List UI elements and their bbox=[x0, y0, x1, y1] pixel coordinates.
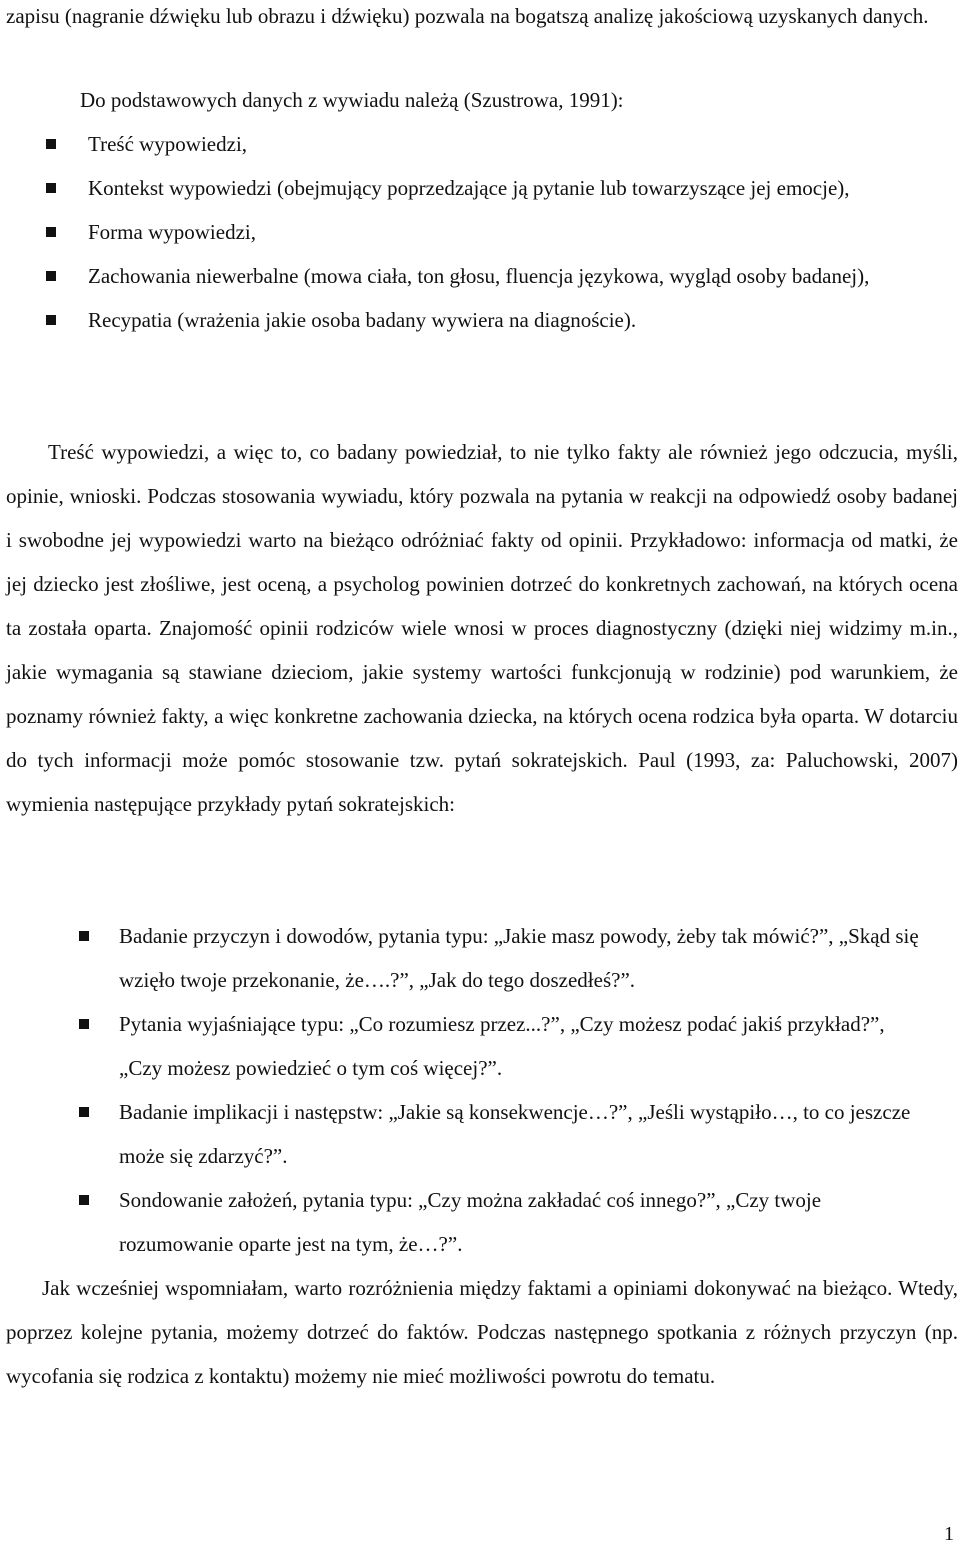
intro-continuation-paragraph: zapisu (nagranie dźwięku lub obrazu i dźwięku) pozwala na bogatszą analizę jakościową uzyskanych danych. bbox=[6, 4, 929, 28]
list-item bbox=[0, 122, 960, 166]
page-number: 1 bbox=[944, 1523, 954, 1545]
list-item bbox=[0, 166, 960, 210]
list-item bbox=[0, 254, 960, 298]
square-bullet-icon bbox=[79, 1019, 89, 1029]
list-item bbox=[0, 1178, 960, 1266]
square-bullet-icon bbox=[46, 227, 56, 237]
basic-data-list bbox=[0, 122, 960, 342]
list-item bbox=[0, 1090, 960, 1178]
square-bullet-icon bbox=[79, 931, 89, 941]
socratic-questions-list bbox=[0, 914, 960, 1266]
main-paragraph bbox=[6, 430, 958, 826]
list-item-text: Badanie implikacji i następstw: „Jakie są konsekwencje…?”, „Jeśli wystąpiło…, to co jeszcze może się zdarzyć?”. bbox=[119, 1100, 911, 1168]
list-item-text: Zachowania niewerbalne (mowa ciała, ton głosu, fluencja językowa, wygląd osoby badanej), bbox=[88, 264, 870, 288]
list-item-text: Recypatia (wrażenia jakie osoba badany wywiera na diagnoście). bbox=[88, 308, 637, 332]
list-item-text: Kontekst wypowiedzi (obejmujący poprzedzające ją pytanie lub towarzyszące jej emocje), bbox=[88, 176, 850, 200]
list-item bbox=[0, 298, 960, 342]
basic-data-lead: Do podstawowych danych z wywiadu należą (Szustrowa, 1991): bbox=[80, 88, 624, 112]
square-bullet-icon bbox=[46, 315, 56, 325]
square-bullet-icon bbox=[79, 1195, 89, 1205]
list-item bbox=[0, 210, 960, 254]
list-item-text: Pytania wyjaśniające typu: „Co rozumiesz przez...?”, „Czy możesz podać jakiś przykład?”, „Czy możesz powiedzieć o tym coś więcej?”. bbox=[119, 1012, 885, 1080]
list-item bbox=[0, 1002, 960, 1090]
closing-paragraph bbox=[6, 1266, 958, 1398]
main-paragraph-text: Treść wypowiedzi, a więc to, co badany powiedział, to nie tylko fakty ale również jego odczucia, myśli, opinie, wnioski. Podczas stosowania wywiadu, który pozwala na pytania w reakcji na odpowiedź osoby badanej i swobodne jej wypowiedzi warto na bieżąco odróżniać fakty od opinii. Przykładowo: informacja od matki, że jej dziecko jest złośliwe, jest oceną, a psycholog powinien dotrzeć do konkretnych zachowań, na których ocena ta została oparta. Znajomość opinii rodziców wiele wnosi w proces diagnostyczny (dzięki niej widzimy m.in., jakie wymagania są stawiane dzieciom, jakie systemy wartości funkcjonują w rodzinie) pod warunkiem, że poznamy również fakty, a więc konkretne zachowania dziecka, na których ocena rodzica była oparta. W dotarciu do tych informacji może pomóc stosowanie tzw. pytań sokratejskich. Paul (1993, za: Paluchowski, 2007) wymienia następujące przykłady pytań sokratejskich: bbox=[6, 440, 958, 816]
list-item-text: Treść wypowiedzi, bbox=[88, 132, 248, 156]
square-bullet-icon bbox=[46, 183, 56, 193]
square-bullet-icon bbox=[79, 1107, 89, 1117]
list-item bbox=[0, 914, 960, 1002]
list-item-text: Badanie przyczyn i dowodów, pytania typu: „Jakie masz powody, żeby tak mówić?”, „Skąd się wzięło twoje przekonanie, że….?”, „Jak do tego doszedłeś?”. bbox=[119, 924, 919, 992]
closing-paragraph-text: Jak wcześniej wspomniałam, warto rozróżnienia między faktami a opiniami dokonywać na bieżąco. Wtedy, poprzez kolejne pytania, możemy dotrzeć do faktów. Podczas następnego spotkania z różnych przyczyn (np. wycofania się rodzica z kontaktu) możemy nie mieć możliwości powrotu do tematu. bbox=[6, 1276, 958, 1388]
list-item-text: Sondowanie założeń, pytania typu: „Czy można zakładać coś innego?”, „Czy twoje rozumowanie oparte jest na tym, że…?”. bbox=[119, 1188, 822, 1256]
square-bullet-icon bbox=[46, 271, 56, 281]
list-item-text: Forma wypowiedzi, bbox=[88, 220, 256, 244]
square-bullet-icon bbox=[46, 139, 56, 149]
